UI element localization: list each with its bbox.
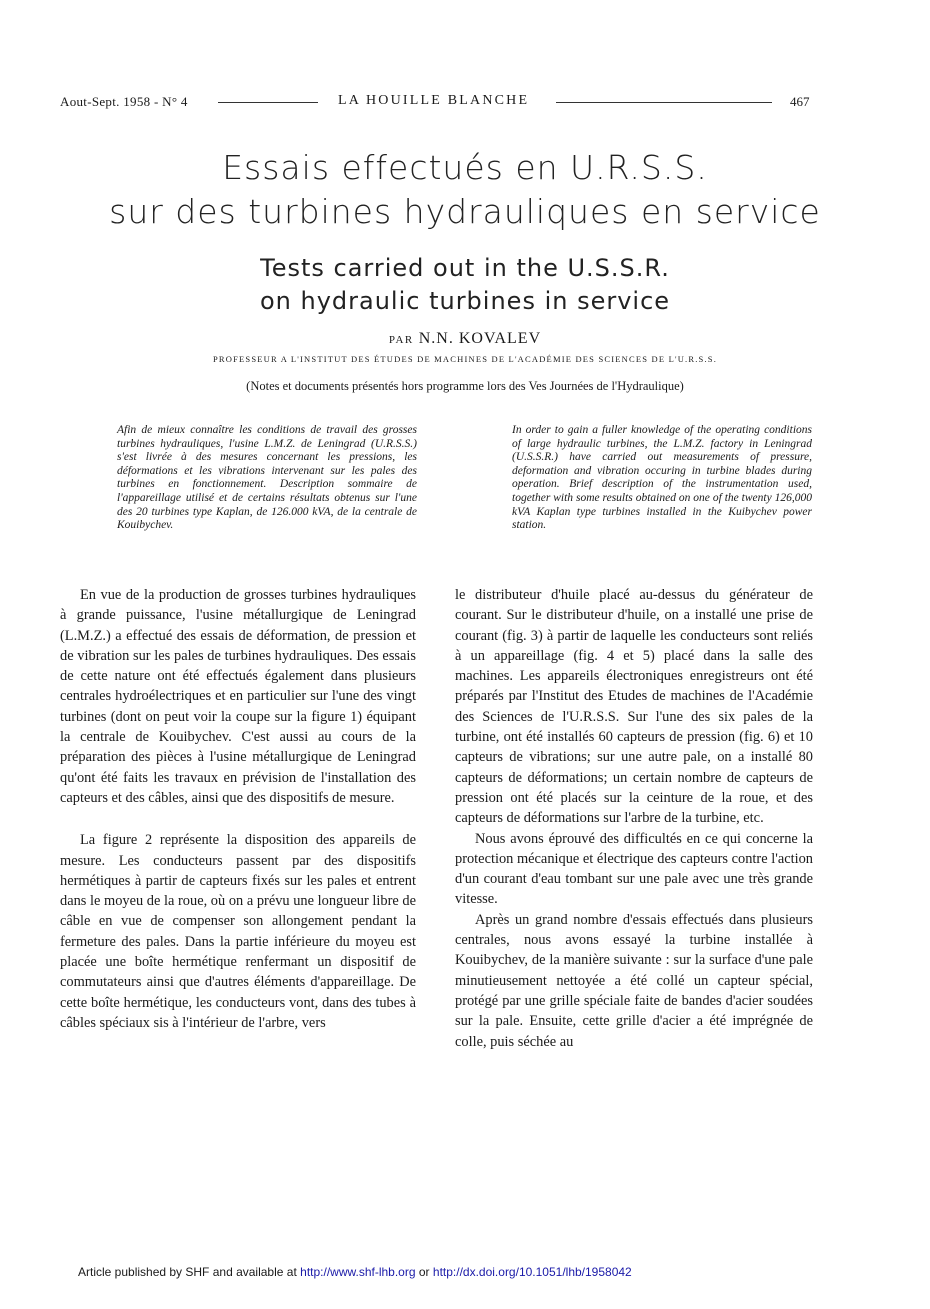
title-french-line2: sur des turbines hydrauliques en service [109, 192, 821, 231]
publication-footer [78, 1265, 632, 1279]
title-french [0, 146, 930, 234]
author-affiliation: PROFESSEUR A L'INSTITUT DES ÉTUDES DE MACHINES DE L'ACADÉMIE DES SCIENCES DE L'U.R.S.S. [212, 354, 718, 364]
body-paragraph: La figure 2 représente la disposition des appareils de mesure. Les conducteurs passent par des dispositifs hermétiques à partir de capteurs fixés sur les pales et entrent dans le moyeu de la roue, où on a prévu une longueur libre de câble en vue de compenser son allongement pendant la fermeture des pales. Dans la partie inférieure du moyeu est placée une boîte hermétique renfermant un dispositif de commutateurs ainsi que d'autres éléments d'appareillage. De cette boîte hermétique, les conducteurs vont, dans des tubes à câbles spéciaux sis à l'intérieur de l'arbre, vers [60, 832, 416, 1031]
body-column-left [60, 585, 416, 1033]
abstract-english: In order to gain a fuller knowledge of the operating conditions of large hydraulic turbines, the L.M.Z. factory in Leningrad (U.S.S.R.) have carried out measurements of pressure, deformation and vibration occuring in turbine blades during operation. Brief description of the instrumentation used, together with some results obtained on one of the twenty 126,000 kVA Kaplan type turbines installed in the Kuibychev power station. [512, 424, 812, 532]
footer-link-doi[interactable]: http://dx.doi.org/10.1051/lhb/1958042 [432, 1265, 632, 1279]
footer-text: Article published by SHF and available at [78, 1265, 297, 1279]
title-english-line2: on hydraulic turbines in service [259, 287, 671, 315]
body-paragraph: En vue de la production de grosses turbines hydrauliques à grande puissance, l'usine métallurgique de Leningrad (L.M.Z.) a effectué des essais de déformation, de pression et de vibration sur les pales de turbines hydrauliques. Des essais de cette nature ont été effectués également dans plusieurs centrales hydroélectriques et en particulier sur l'une des vingt turbines (dont on peut voir la coupe sur la figure 1) équipant la centrale de Kouibychev. C'est aussi au cours de la préparation des pièces à l'usine métallurgique de Leningrad qu'ont été faits les travaux en prévision de l'installation des capteurs et des câbles, ainsi que des dispositifs de mesure. [60, 587, 416, 806]
abstract-french: Afin de mieux connaître les conditions de travail des grosses turbines hydrauliques, l'usine L.M.Z. de Leningrad (U.R.S.S.) s'est livrée à des mesures concernant les pressions, les déformations et les vibrations intervenant sur les pales des turbines en fonctionnement. Description sommaire de l'appareillage utilisé et de certains résultats obtenus sur l'une des 20 turbines type Kaplan, de 126.000 kVA, de la centrale de Kouibychev. [117, 424, 417, 532]
author-prefix: PAR [388, 334, 414, 346]
body-column-right [455, 585, 813, 1052]
author-line [0, 330, 930, 348]
page-number: 467 [790, 94, 810, 109]
body-paragraph: Après un grand nombre d'essais effectués dans plusieurs centrales, nous avons essayé la turbine installée à Kouibychev, de la manière suivante : sur la surface d'une pale minutieusement nettoyée a été collé un capteur spécial, protégé par une grille spéciale faite de bandes d'acier soudées sur la pale. Ensuite, cette grille d'acier a été imprégnée de colle, puis séchée au [455, 911, 813, 1050]
running-header-journal: LA HOUILLE BLANCHE [338, 93, 530, 108]
presentation-note: (Notes et documents présentés hors programme lors des Ves Journées de l'Hydraulique) [246, 379, 684, 393]
title-english [0, 252, 930, 318]
running-header-issue: Aout-Sept. 1958 - N° 4 [60, 94, 188, 109]
author-name: N.N. KOVALEV [418, 330, 542, 347]
header-rule-left [218, 102, 318, 103]
title-french-line1: Essais effectués en U.R.S.S. [222, 148, 708, 187]
footer-or: or [418, 1265, 430, 1279]
title-english-line1: Tests carried out in the U.S.S.R. [260, 254, 670, 282]
body-paragraph: le distributeur d'huile placé au-dessus du générateur de courant. Sur le distributeur d'huile, on a installé une prise de courant (fig. 3) à partir de laquelle les conducteurs sont reliés à un appareillage (fig. 4 et 5) placé dans la salle des machines. Les appareils électroniques enregistreurs ont été préparés par l'Institut des Etudes de machines de l'Académie des Sciences de l'U.R.S.S. Sur l'une des six pales de la turbine, ont été installés 60 capteurs de pression (fig. 6) et 10 capteurs de vibrations; sur une autre pale, on a installé 80 capteurs de déformations; un certain nombre de capteurs de pression ont été placés sur la ceinture de la roue, et des capteurs de déformations sur l'arbre de la turbine, etc. [455, 587, 813, 827]
header-rule-right [556, 102, 772, 103]
footer-link-shf[interactable]: http://www.shf-lhb.org [300, 1265, 416, 1279]
body-paragraph: Nous avons éprouvé des difficultés en ce qui concerne la protection mécanique et électrique des capteurs contre l'action d'un courant d'eau tombant sur une pale avec une très grande vitesse. [455, 830, 813, 908]
